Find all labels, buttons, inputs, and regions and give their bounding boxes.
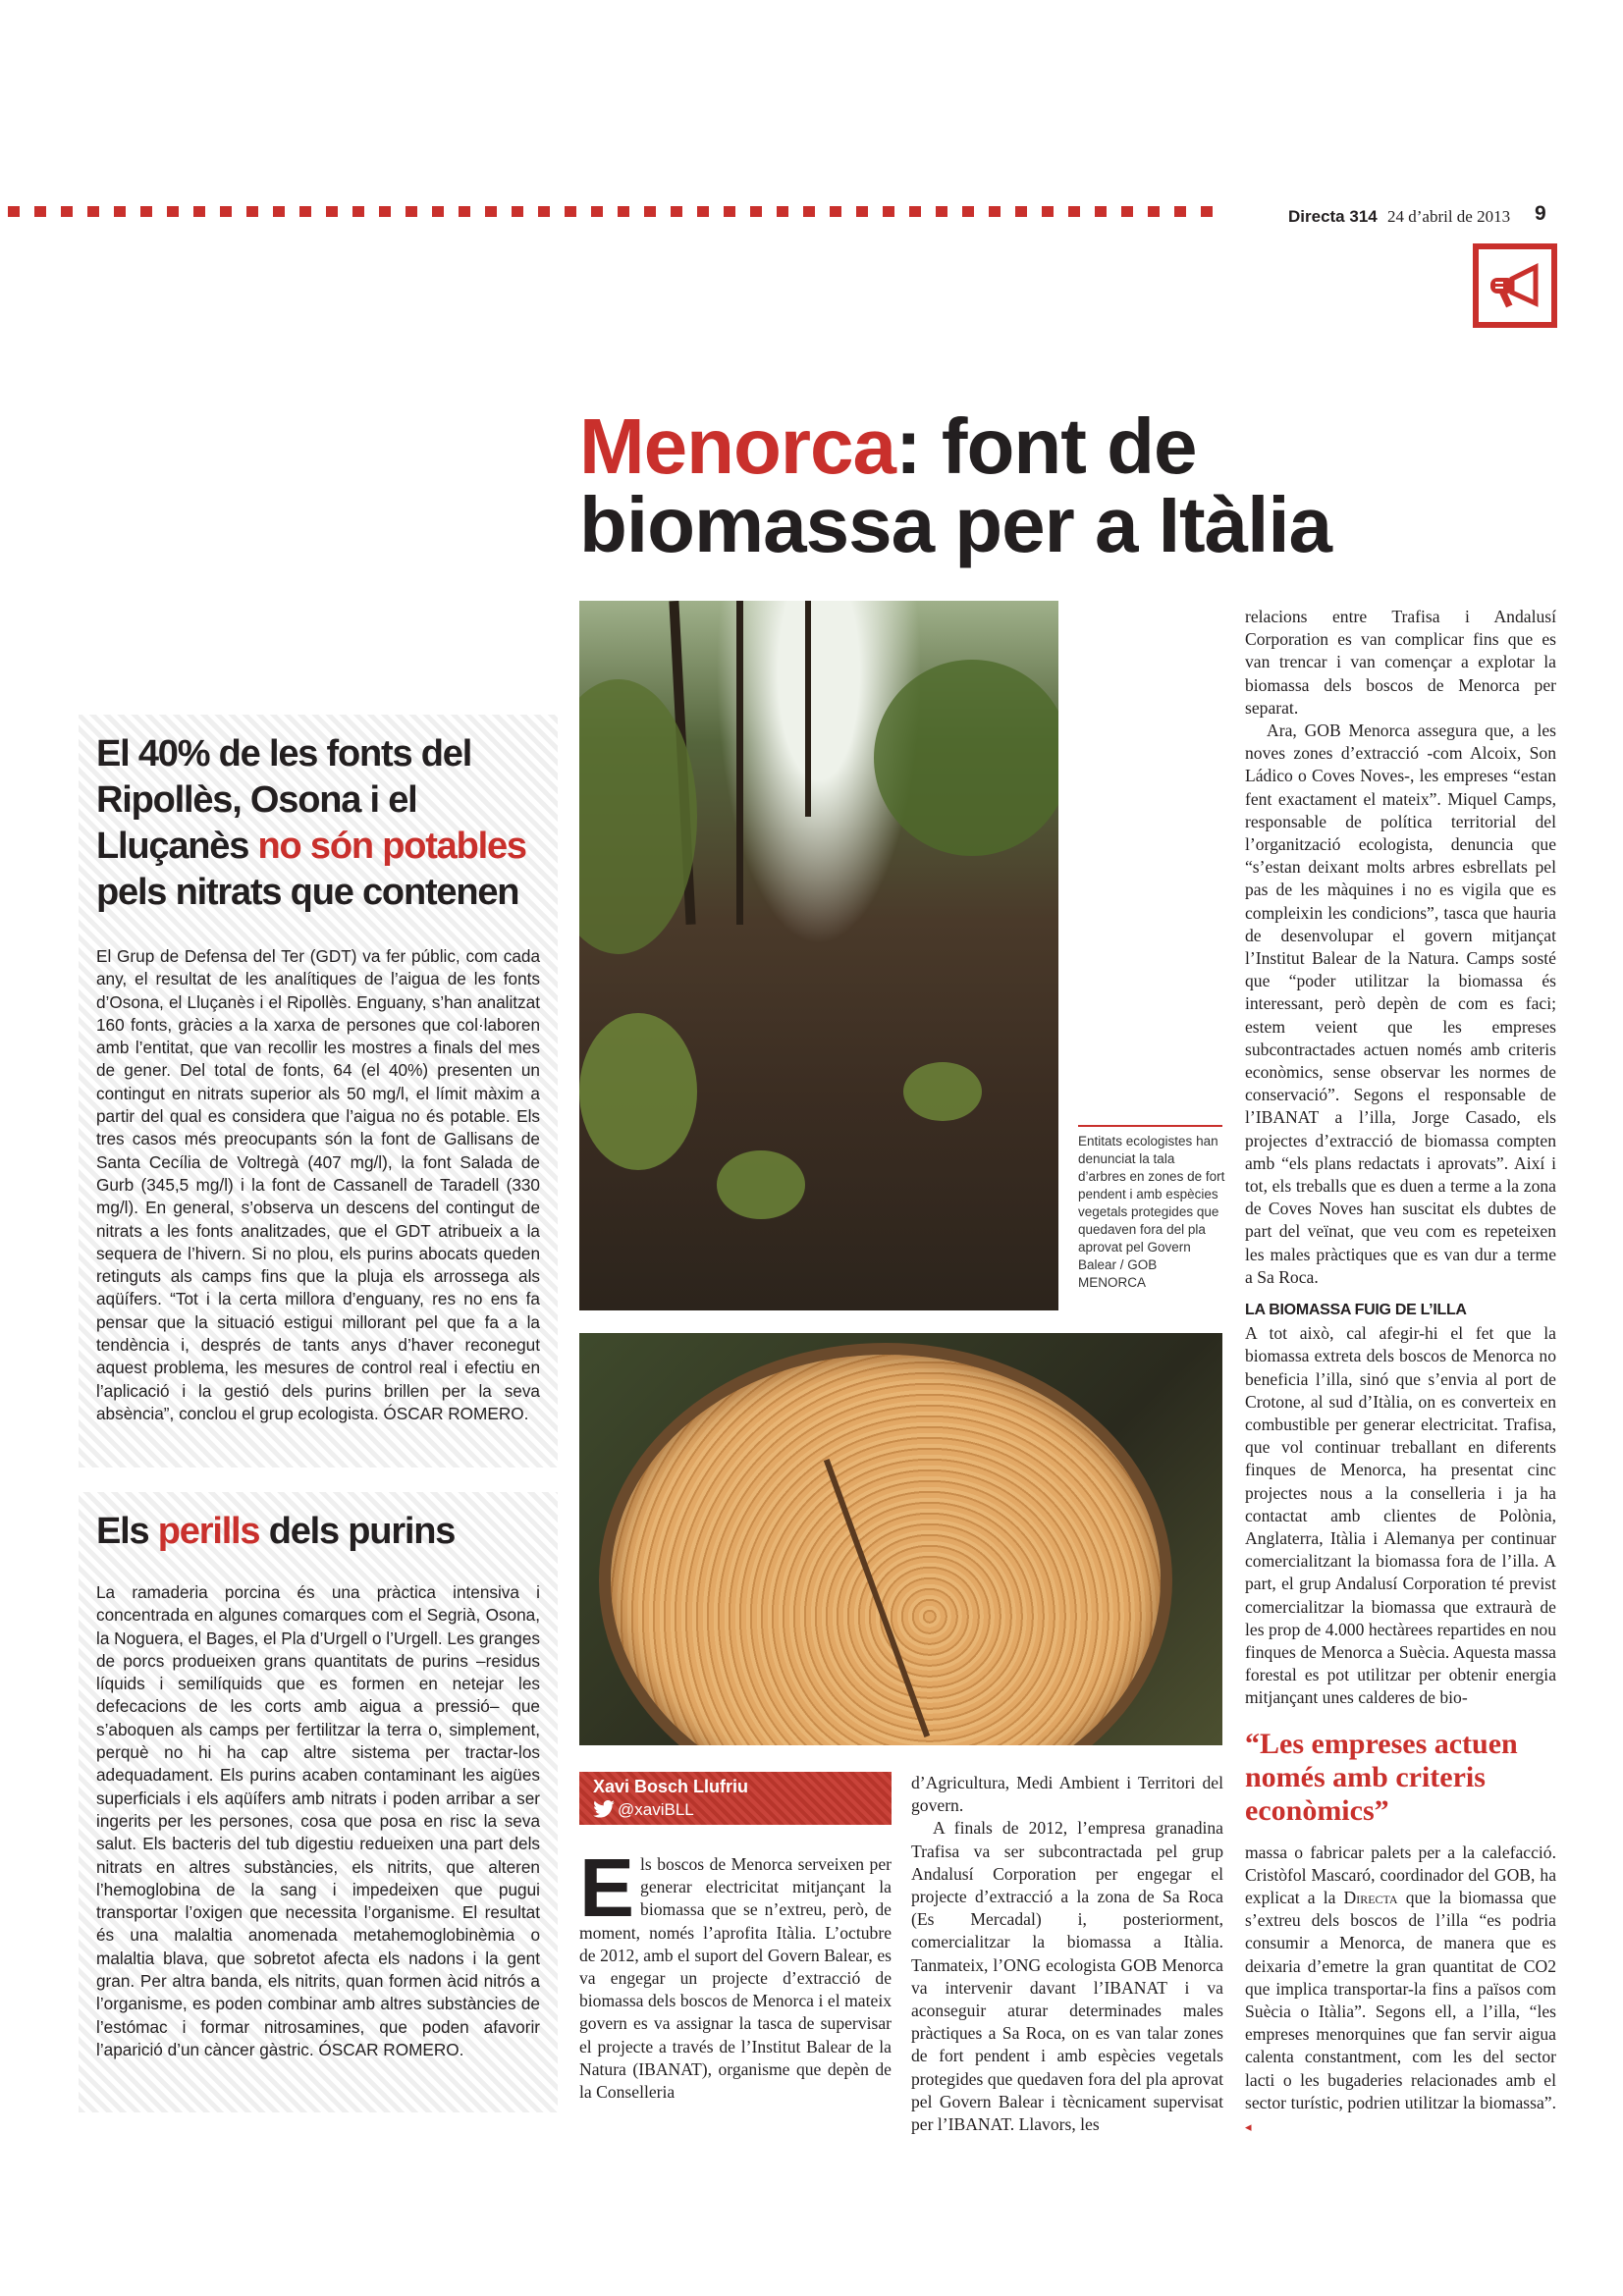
title-text: El 40% de les fonts del Ripollès, Osona i el Lluçanès (96, 733, 472, 867)
paragraph-text: que la biomassa que s’extreu dels boscos de l’illa “es podria consumir a Menorca, de manera que es deixaria d’emetre la gran quantitat de CO2 que implica transportar-la fins a països com Suècia o Itàlia”. Segons ell, a l’illa, “les empreses menorquines que fan servir aigua calenta constantment, com les del sector lacti o les bugaderies relacionades amb el sector turístic, podrien utilitzar la biomassa”. (1245, 1887, 1556, 2112)
sidebar-column (79, 715, 558, 2112)
article-column-3 (1245, 606, 1556, 2138)
article-paragraph: d’Agricultura, Medi Ambient i Territori del govern. (911, 1773, 1223, 1816)
drop-cap: E (579, 1842, 635, 1934)
title-text: dels purins (259, 1511, 456, 1552)
end-mark-icon: ◂ (1245, 2118, 1252, 2134)
sidebar-text: La ramaderia porcina és una pràctica intensiva i concentrada en algunes comarques com el Segrià, Osona, la Noguera, el Bages, el Pla d’Urgell o l’Urgell. Les granges de porcs produeixen grans quantitats de purins –residus líquids i semilíquids que es formen en netejar les defecacions de les corts amb aigua a pressió– que s’aboquen als camps per fertilitzar la terra o, simplement, perquè no hi ha cap altre sistema per tractar-los adequadament. Els purins acaben contaminant les aigües superficials i els aqüífers amb nitrats i poden arribar a ser ingerits per les persones, cosa que posa en risc la seva salut. Els bacteris del tub digestiu redueixen una part dels nitrats en altres substàncies, els nitrits, que alteren l’hemoglobina de la sang i impedeixen que pugui transportar l’oxigen que necessita l’organisme. El resultat és una malaltia anomenada metahemoglobinèmia o malaltia blava, que sobretot afecta els nadons i la gent gran. Per altra banda, els nitrits, quan formen àcid nitrós a l’organisme, es poden combinar amb altres substàncies de l’estómac i formar nitrosamines, que poden afavorir l’aparició d’un càncer gàstric. ÓSCAR ROMERO. (96, 1582, 540, 2059)
article-paragraph: A tot això, cal afegir-hi el fet que la biomassa extreta dels boscos de Menorca no beneficia l’illa, sinó que s’envia al port de Crotone, al sud d’Itàlia, on es converteix en combustible per generar electricitat. Trafisa, que vol continuar treballant en diferents finques de Menorca, ha presentat cinc projectes nous a la conselleria i ja ha contactat amb clientes de Polònia, Anglaterra, Itàlia i Alemanya per continuar comercialitzant la biomassa fora de l’illa. A part, el grup Andalusí Corporation té previst comercialitzar la biomassa que extraurà de les prop de 4.000 hectàrees repartides en nou finques de Menorca a Suècia. Aquesta massa forestal es pot utilitzar per obtenir energia mitjançant unes calderes de bio- (1245, 1323, 1556, 1708)
issue-date: 24 d’abril de 2013 (1386, 207, 1511, 226)
title-text: pels nitrats que contenen (96, 872, 519, 913)
pull-quote: “Les empreses actuen només amb criteris econòmics” (1245, 1727, 1518, 1827)
article-column-1 (579, 1842, 892, 2104)
title-highlight: perills (157, 1511, 260, 1552)
sidebar-box-nitrats (79, 715, 558, 1468)
author-twitter[interactable] (593, 1800, 694, 1820)
caption-rule (1078, 1125, 1222, 1127)
title-rest: : font de (894, 402, 1197, 490)
author-name: Xavi Bosch Llufriu (593, 1777, 749, 1796)
article-column-2 (911, 1772, 1223, 2136)
sidebar-text: El Grup de Defensa del Ter (GDT) va fer públic, com cada any, el resultat de les analítiques de l’aigua de les fonts d’Osona, el Lluçanès i el Ripollès. Enguany, s’han analitzat 160 fonts, gràcies a la xarxa de persones que col·laboren amb l’entitat, que van recollir les mostres a finals del mes de gener. Del total de fonts, 64 (el 40%) presenten un contingut en nitrats superior als 50 mg/l, el límit màxim a partir del qual es considera que l’aigua no és potable. Els tres casos més preocupants són la font de Gallisans de Santa Cecília de Voltregà (407 mg/l), la font Salada de Gurb (345,5 mg/l) i la font de Cassanell de Taradell (330 mg/l). En general, s’observa un descens del contingut de nitrats a les fonts analitzades, que el GDT atribueix a la sequera de l’hivern. Si no plou, els purins abocats queden retinguts als camps fins que la pluja els arrossega als aqüífers. “Tot i la certa millora d’enguany, res no ens fa pensar que la situació estigui millorant pel que fa a la tendència i, després de tants anys d’haver reconegut aquest problema, les mesures de control real i efectiu en l’aplicació i la gestió dels purins brillen per la seva absència”, conclou el grup ecologista. ÓSCAR ROMERO. (96, 946, 540, 1423)
title-highlight: Menorca (579, 402, 895, 490)
tree-stump-photo (579, 1333, 1222, 1745)
megaphone-icon (1473, 243, 1557, 328)
article-paragraph: Ara, GOB Menorca assegura que, a les noves zones d’extracció -com Alcoix, Son Ládico o Coves Noves-, les empreses “estan fent exactament el mateix”. Miquel Camps, responsable de política territorial del l’organització ecologista, denuncia que “s’estan deixant molts arbres esbrellats pel pas de les màquines i no es vigila que es compleixin les condicions”, tasca que hauria de desenvolupar el govern mitjançat l’Institut Balear de la Natura. Camps sosté que “poder utilitzar la biomassa és interessant, però depèn de com es faci; estem veient que les empreses subcontractades actuen només amb criteris econòmics, sense observar les normes de conservació”. Segons el responsable de l’IBANAT a l’illa, Jorge Casado, els projectes d’extracció de biomassa compten amb “els plans redactats i aprovats”. Així i tot, els treballs que es duen a terme a la zona de Coves Noves han suscitat els dubtes de part del veïnat, que veu com es repeteixen les males pràctiques que es van dur a terme a Sa Roca. (1245, 721, 1556, 1287)
twitter-bird-icon (593, 1800, 615, 1818)
title-highlight: no són potables (257, 826, 526, 867)
twitter-handle: @xaviBLL (618, 1800, 694, 1819)
publication-name: Directa 314 (1288, 207, 1378, 226)
article-paragraph: A finals de 2012, l’empresa granadina Trafisa va ser subcontractada pel grup Andalusí Corporation per engegar el projecte d’extracció a la zona de Sa Roca (Es Mercadal) i, posteriorment, comercialitzar la biomassa a Itàlia. Tanmateix, l’ONG ecologista GOB Menorca va intervenir davant l’IBANAT i va aconseguir aturar determinades males pràctiques a Sa Roca, on es van talar zones de fort pendent i amb espècies vegetals protegides que quedaven fora del pla aprovat pel Govern Balear i tècnicament supervisat per l’IBANAT. Llavors, les (911, 1818, 1223, 2135)
sidebar-title (96, 731, 540, 916)
title-text: Els (96, 1511, 158, 1552)
title-line2: biomassa per a Itàlia (579, 481, 1332, 568)
forest-photo (579, 601, 1058, 1310)
page-number: 9 (1535, 202, 1546, 225)
dashed-header-rule (8, 206, 1220, 217)
article-paragraph: relacions entre Trafisa i Andalusí Corporation es van complicar fins que es van trencar i van començar a explotar la biomassa dels boscos de Menorca per separat. (1245, 607, 1556, 718)
page-header (1288, 207, 1510, 227)
author-byline (579, 1772, 892, 1825)
article-title (579, 402, 1561, 568)
photo-caption: Entitats ecologistes han denunciat la tala d’arbres en zones de fort pendent i amb espècies vegetals protegides que quedaven fora del pla aprovat pel Govern Balear / GOB MENORCA (1078, 1134, 1225, 1290)
article-paragraph: ls boscos de Menorca serveixen per generar electricitat mitjançant la biomassa que se n’extreu, però, de moment, només l’aprofita Itàlia. L’octubre de 2012, amb el suport del Govern Balear, es va engegar un projecte d’extracció de biomassa dels boscos de Menorca i el mateix govern es va assignar la tasca de supervisar el projecte a través de l’Institut Balear de la Natura (IBANAT), organisme que depèn de la Conselleria (579, 1854, 892, 2103)
sidebar-title (96, 1509, 540, 1555)
sidebar-box-purins (79, 1492, 558, 2112)
paragraph-text: massa o fabricar palets per a la calefacció. Cristòfol Mascaró, coordinador del GOB, ha explicat a la (1245, 1842, 1556, 1907)
article-paragraph (1245, 1842, 1556, 2139)
publication-mention: Directa (1343, 1887, 1398, 1907)
article-subheading: LA BIOMASSA FUIG DE L’ILLA (1245, 1302, 1467, 1319)
